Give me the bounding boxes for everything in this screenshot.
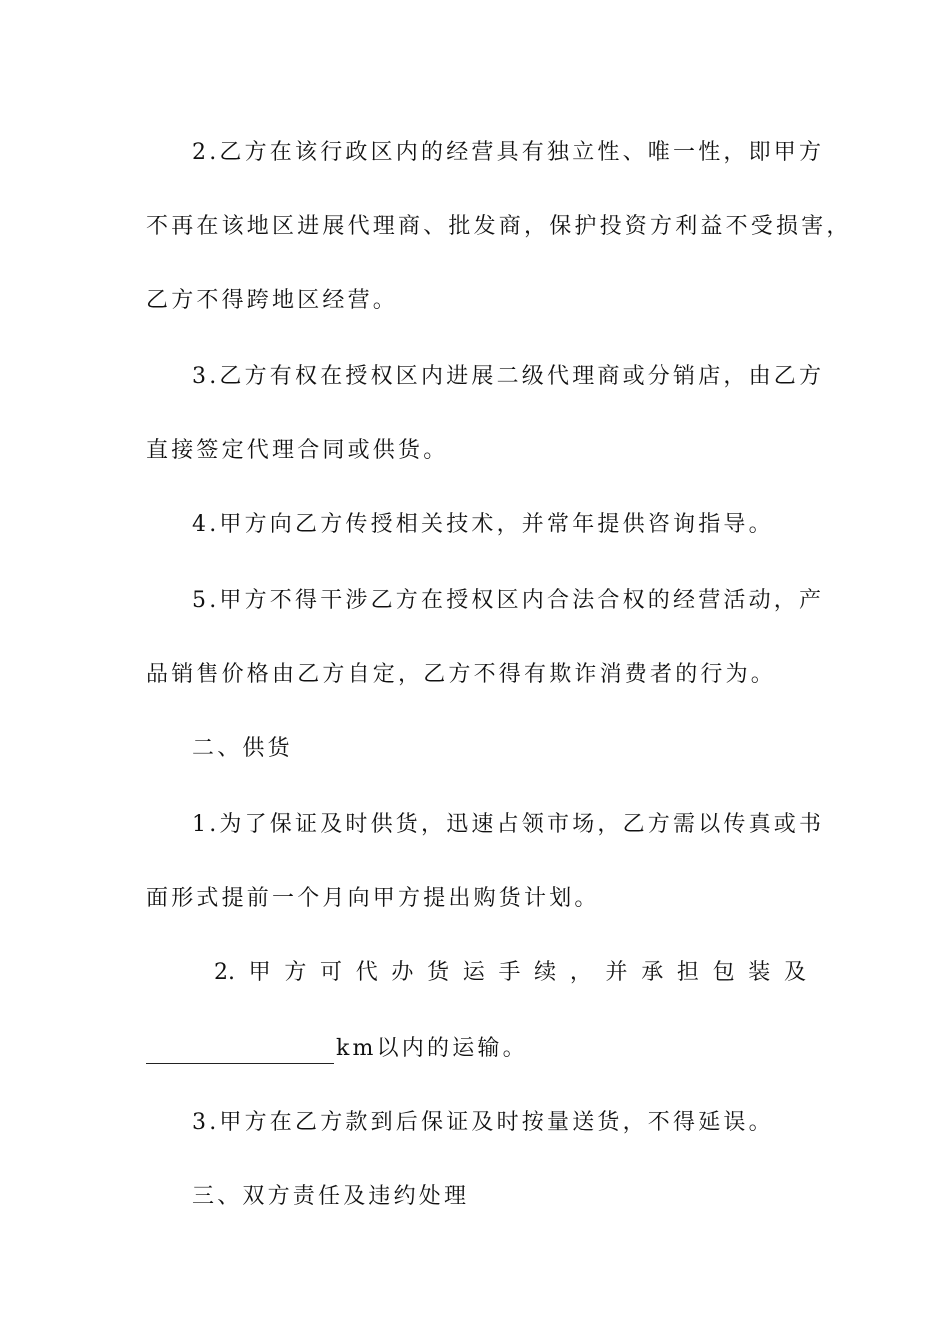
- blank-trailing-text: km以内的运输。: [336, 1036, 528, 1061]
- spread-char: 甲: [248, 960, 271, 985]
- spread-char: 包: [712, 960, 735, 985]
- spread-char: 并: [605, 960, 628, 985]
- paragraph-line: [146, 1034, 806, 1064]
- spread-char: 装: [748, 960, 771, 985]
- paragraph-line: 不再在该地区进展代理商、批发商，保护投资方利益不受损害，: [146, 214, 852, 239]
- spread-char: 承: [641, 960, 664, 985]
- spread-char: 担: [676, 960, 699, 985]
- spread-char: 续: [534, 960, 557, 985]
- spread-char: ，: [569, 960, 592, 985]
- paragraph-line: 4.甲方向乙方传授相关技术，并常年提供咨询指导。: [192, 512, 774, 537]
- section-heading: 三、双方责任及违约处理: [192, 1184, 470, 1209]
- paragraph-line: 乙方不得跨地区经营。: [146, 288, 399, 313]
- paragraph-line: 直接签定代理合同或供货。: [146, 438, 449, 463]
- paragraph-line: 3.甲方在乙方款到后保证及时按量送货，不得延误。: [192, 1110, 774, 1135]
- section-heading: 二、供货: [192, 736, 293, 761]
- paragraph-line: 3.乙方有权在授权区内进展二级代理商或分销店，由乙方: [192, 364, 825, 389]
- paragraph-line: 1.为了保证及时供货，迅速占领市场，乙方需以传真或书: [192, 812, 825, 837]
- spread-char: 货: [427, 960, 450, 985]
- spread-char: 方: [284, 960, 307, 985]
- spread-char: 代: [355, 960, 378, 985]
- spread-char: 及: [783, 960, 806, 985]
- paragraph-line: 品销售价格由乙方自定，乙方不得有欺诈消费者的行为。: [146, 662, 777, 687]
- spread-char: 手: [498, 960, 521, 985]
- paragraph-line: 2.乙方在该行政区内的经营具有独立性、唯一性，即甲方: [192, 140, 825, 165]
- justified-paragraph-line: [214, 958, 806, 988]
- paragraph-line: 面形式提前一个月向甲方提出购货计划。: [146, 886, 600, 911]
- spread-char: 运: [462, 960, 485, 985]
- spread-char: 可: [320, 960, 343, 985]
- paragraph-line: 5.甲方不得干涉乙方在授权区内合法合权的经营活动，产: [192, 588, 825, 613]
- spread-char: 2.: [214, 960, 235, 985]
- spread-char: 办: [391, 960, 414, 985]
- fill-in-blank[interactable]: [146, 1041, 334, 1064]
